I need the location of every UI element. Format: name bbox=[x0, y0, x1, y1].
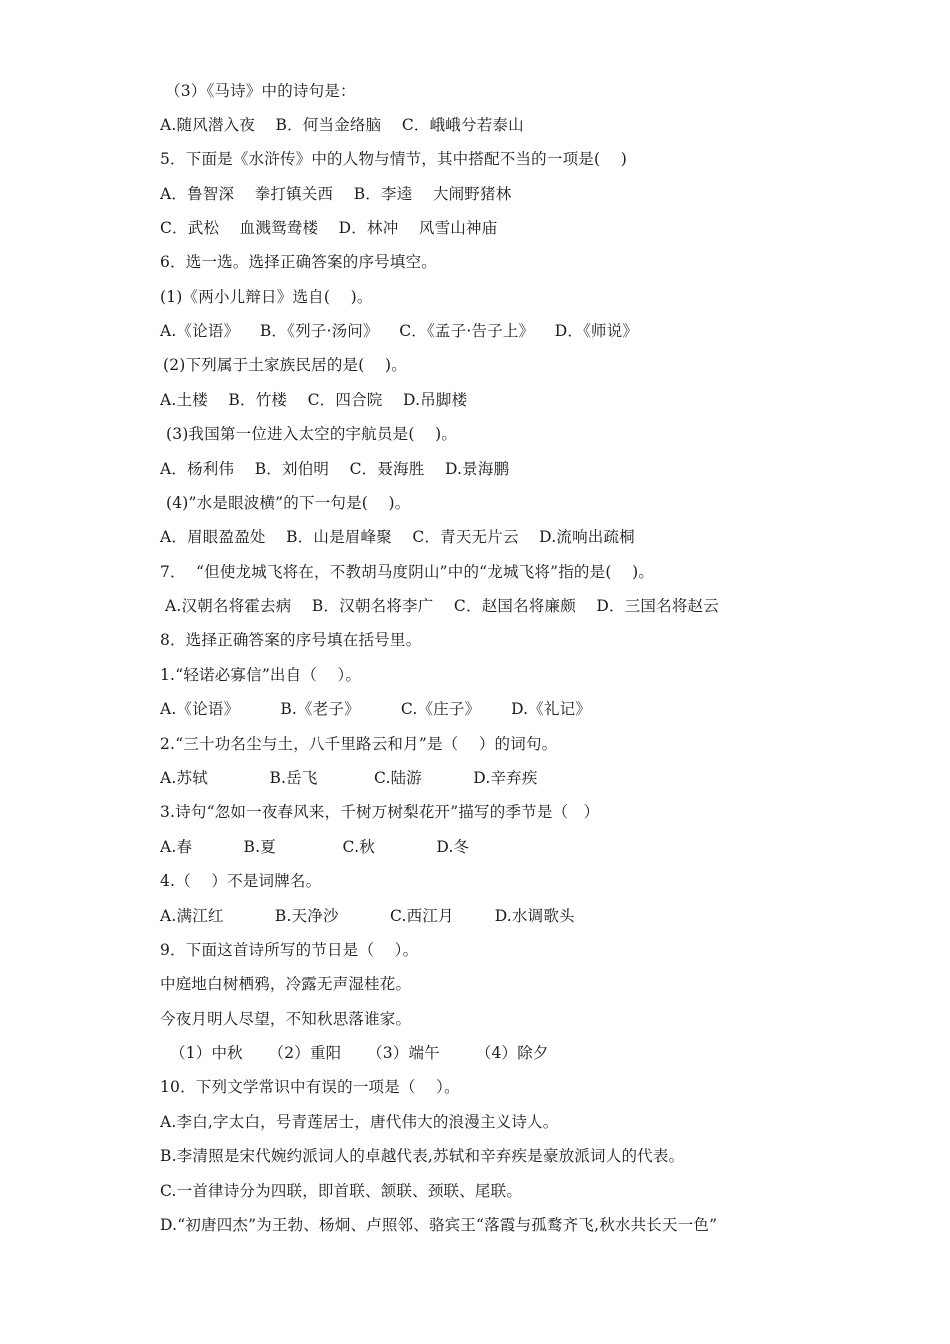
question-6-sub4: (4)”水是眼波横”的下一句是( )。 bbox=[166, 494, 411, 512]
question-8-sub2: 2.“三十功名尘与土，八千里路云和月”是（ ）的词句。 bbox=[160, 735, 558, 753]
poem-line-2: 今夜月明人尽望，不知秋思落谁家。 bbox=[160, 1010, 412, 1028]
question-6-sub4-options: A．眉眼盈盈处 B．山是眉峰聚 C．青天无片云 D.流响出疏桐 bbox=[160, 528, 635, 546]
question-6-sub2-options: A.土楼 B．竹楼 C．四合院 D.吊脚楼 bbox=[160, 391, 468, 409]
question-8-sub3: 3.诗句“忽如一夜春风来，千树万树梨花开”描写的季节是（ ） bbox=[160, 803, 600, 821]
question-6-sub1-options: A.《论语》 B．《列子·汤问》 C．《孟子·告子上》 D．《师说》 bbox=[160, 322, 639, 340]
question-8-sub1: 1.“轻诺必寡信”出自（ ）。 bbox=[160, 666, 362, 684]
question-10: 10．下列文学常识中有误的一项是（ ）。 bbox=[160, 1078, 460, 1096]
question-10-option-d: D.“初唐四杰”为王勃、杨炯、卢照邻、骆宾王“落霞与孤鹜齐飞,秋水共长天一色” bbox=[160, 1216, 718, 1234]
question-8-sub1-options: A.《论语》 B.《老子》 C.《庄子》 D.《礼记》 bbox=[160, 700, 592, 718]
question-10-option-b: B.李清照是宋代婉约派词人的卓越代表,苏轼和辛弃疾是豪放派词人的代表。 bbox=[160, 1147, 685, 1165]
question-8-sub4-options: A.满江红 B.天净沙 C.西江月 D.水调歌头 bbox=[160, 907, 575, 925]
question-6-sub1: (1)《两小儿辩日》选自( )。 bbox=[160, 288, 373, 306]
question-4-sub3: （3）《马诗》中的诗句是： bbox=[165, 82, 356, 100]
question-4-sub3-options: A.随风潜入夜 B．何当金络脑 C．峨峨兮若泰山 bbox=[160, 116, 524, 134]
question-10-option-a: A.李白,字太白，号青莲居士，唐代伟大的浪漫主义诗人。 bbox=[160, 1113, 559, 1131]
question-5-options-cd: C．武松 血溅鸳鸯楼 D．林冲 风雪山神庙 bbox=[160, 219, 498, 237]
question-5-options-ab: A．鲁智深 拳打镇关西 B．李逵 大闹野猪林 bbox=[160, 185, 512, 203]
question-6-sub3-options: A．杨利伟 B．刘伯明 C．聂海胜 D.景海鹏 bbox=[160, 460, 510, 478]
question-6-sub3: (3)我国第一位进入太空的宇航员是( )。 bbox=[166, 425, 458, 443]
question-8-sub2-options: A.苏轼 B.岳飞 C.陆游 D.辛弃疾 bbox=[160, 769, 538, 787]
poem-line-1: 中庭地白树栖鸦，冷露无声湿桂花。 bbox=[160, 975, 412, 993]
question-10-option-c: C.一首律诗分为四联，即首联、颔联、颈联、尾联。 bbox=[160, 1182, 523, 1200]
question-6: 6．选一选。选择正确答案的序号填空。 bbox=[160, 253, 437, 271]
question-9-options: （1）中秋 （2）重阳 （3）端午 （4）除夕 bbox=[170, 1044, 549, 1062]
question-8-sub4: 4.（ ）不是词牌名。 bbox=[160, 872, 322, 890]
question-6-sub2: (2)下列属于土家族民居的是( )。 bbox=[163, 356, 407, 374]
question-8-sub3-options: A.春 B.夏 C.秋 D.冬 bbox=[160, 838, 470, 856]
question-5: 5．下面是《水浒传》中的人物与情节，其中搭配不当的一项是( ) bbox=[160, 150, 627, 168]
question-7-options: A.汉朝名将霍去病 B．汉朝名将李广 C．赵国名将廉颇 D．三国名将赵云 bbox=[165, 597, 719, 615]
question-8: 8．选择正确答案的序号填在括号里。 bbox=[160, 631, 422, 649]
question-9: 9．下面这首诗所写的节日是（ ）。 bbox=[160, 941, 419, 959]
question-7: 7． “但使龙城飞将在，不教胡马度阴山”中的“龙城飞将”指的是( )。 bbox=[160, 563, 655, 581]
